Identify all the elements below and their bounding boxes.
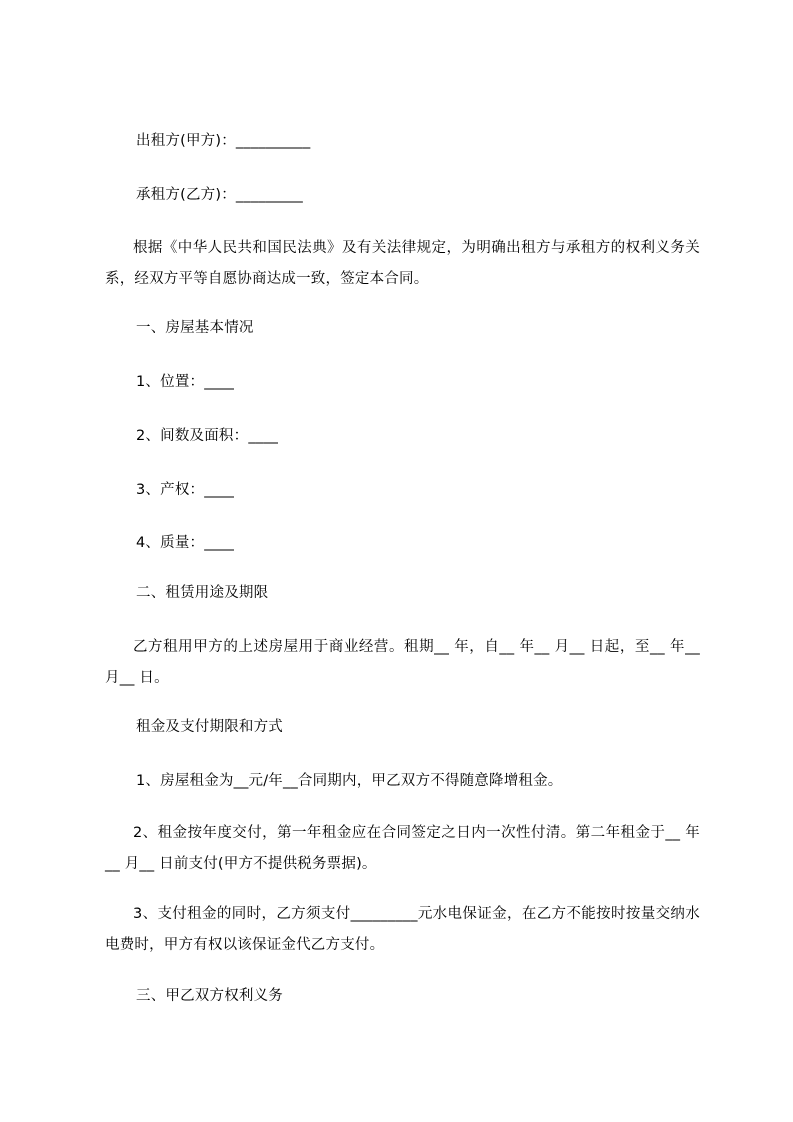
item-area: 2、间数及面积：____: [136, 428, 279, 444]
rent-heading: 租金及支付期限和方式: [136, 719, 283, 735]
lessee-line: 承租方(乙方)：_________: [136, 187, 303, 203]
section-2-heading: 二、租赁用途及期限: [136, 585, 269, 601]
item-quality: 4、质量：____: [136, 535, 235, 551]
preamble-paragraph: 根据《中华人民共和国民法典》及有关法律规定，为明确出租方与承租方的权利义务关系，经双方平等自愿协商达成一致，签定本合同。: [105, 240, 700, 287]
section-1-heading: 一、房屋基本情况: [136, 320, 254, 336]
rent-item-1: 1、房屋租金为__元/年__合同期内，甲乙双方不得随意降增租金。: [136, 773, 563, 789]
rent-item-2: 2、租金按年度交付，第一年租金应在合同签定之日内一次性付清。第二年租金于__ 年__ 月__ 日前支付(甲方不提供税务票据)。: [105, 825, 700, 872]
rent-item-3: 3、支付租金的同时，乙方须支付_________元水电保证金，在乙方不能按时按量交纳水电费时，甲方有权以该保证金代乙方支付。: [105, 906, 700, 953]
lessor-line: 出租方(甲方)：__________: [136, 133, 311, 149]
item-property-right: 3、产权：____: [136, 482, 235, 498]
lease-purpose-term-paragraph: 乙方租用甲方的上述房屋用于商业经营。租期__ 年，自__ 年__ 月__ 日起，至__ 年__ 月__ 日。: [105, 639, 700, 686]
item-location: 1、位置：____: [136, 374, 235, 390]
section-3-heading: 三、甲乙双方权利义务: [136, 988, 283, 1004]
